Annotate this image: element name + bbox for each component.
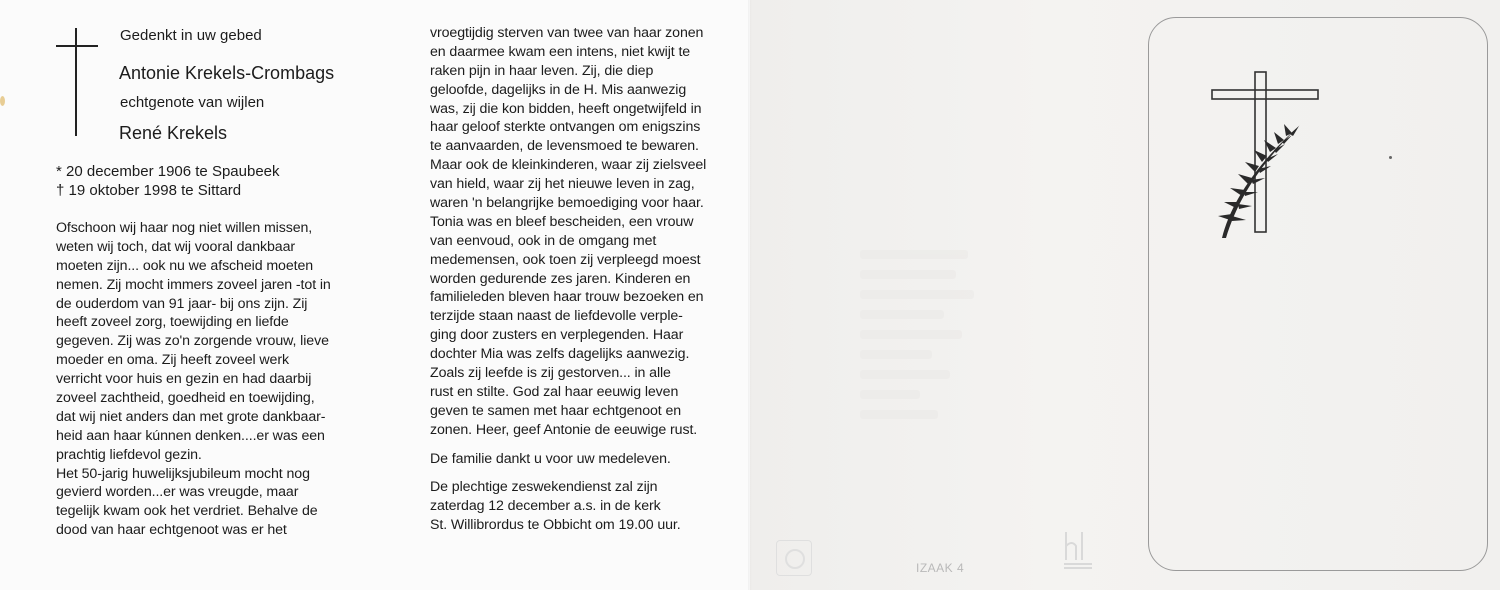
spouse-relation: echtgenote van wijlen	[120, 94, 265, 111]
eulogy-paragraph	[430, 24, 706, 440]
text-line: zonen. Heer, geef Antonie de eeuwige rust.	[430, 421, 698, 438]
text-line: gegeven. Zij was zo'n zorgende vrouw, lieve	[56, 333, 329, 350]
text-line: haar geloof sterkte ontvangen om enigszins	[430, 119, 701, 136]
eulogy-column-1	[56, 219, 331, 540]
brand-logo-icon	[1062, 528, 1094, 572]
text-line: moeder en oma. Zij heeft zoveel werk	[56, 352, 289, 369]
header-remember: Gedenkt in uw gebed	[120, 27, 262, 44]
text-line: Maar ook de kleinkinderen, waar zij zielsveel	[430, 157, 707, 174]
text-line: de ouderdom van 91 jaar- bij ons zijn. Zij	[56, 295, 308, 312]
text-line: Zoals zij leefde is zij gestorven... in alle	[430, 365, 671, 382]
death-date: † 19 oktober 1998 te Sittard	[56, 182, 242, 199]
text-line: heid aan haar kúnnen denken....er was een	[56, 427, 325, 444]
text-line: terzijde staan naast de liefdevolle verple-	[430, 308, 683, 325]
thanks-line: De familie dankt u voor uw medeleven.	[430, 450, 671, 467]
text-line: van eenvoud, ook in de omgang met	[430, 232, 657, 249]
text-line: nemen. Zij mocht immers zoveel jaren -tot in	[56, 276, 331, 293]
deceased-name: Antonie Krekels-Crombags	[119, 63, 335, 83]
text-line: van hield, waar zij het nieuwe leven in zag,	[430, 176, 695, 193]
text-line: vroegtijdig sterven van twee van haar zonen	[430, 25, 704, 41]
text-line: heeft zoveel zorg, toewijding en liefde	[56, 314, 289, 331]
text-line: verricht voor huis en gezin en had daarbij	[56, 371, 312, 388]
text-line: dochter Mia was zelfs dagelijks aanwezig.	[430, 346, 690, 363]
text-line: medemensen, ook toen zij verpleegd moest	[430, 251, 701, 268]
text-line: gevierd worden...er was vreugde, maar	[56, 484, 299, 501]
paper-speck	[1389, 156, 1392, 159]
text-line: weten wij toch, dat wij vooral dankbaar	[56, 238, 295, 255]
text-line: familieleden bleven haar trouw bezoeken en	[430, 289, 704, 306]
spouse-name: René Krekels	[119, 123, 228, 143]
embossed-text-impression	[860, 250, 980, 460]
text-line: geloofde, dagelijks in de H. Mis aanwezig	[430, 81, 687, 98]
text-line: ging door zusters en verplegenden. Haar	[430, 327, 684, 344]
text-line: Ofschoon wij haar nog niet willen missen,	[56, 220, 313, 236]
text-line: De plechtige zeswekendienst zal zijn	[430, 479, 658, 496]
text-line: en daarmee kwam een intens, niet kwijt te	[430, 43, 691, 60]
text-line: St. Willibrordus te Obbicht om 19.00 uur.	[430, 517, 681, 534]
eulogy-column-2	[430, 24, 706, 535]
text-line: geven te samen met haar echtgenoot en	[430, 402, 682, 419]
text-line: worden gedurende zes jaren. Kinderen en	[430, 270, 691, 287]
text-line: dat wij niet anders dan met grote dankbaar-	[56, 408, 326, 425]
paper-stain	[0, 96, 5, 106]
text-line: zoveel zachtheid, goedheid en toewijding,	[56, 390, 315, 407]
text-line: prachtig liefdevol gezin.	[56, 446, 202, 463]
text-line: dood van haar echtgenoot was er het	[56, 522, 287, 539]
cross-with-palm-icon	[1200, 70, 1330, 250]
publisher-logo-icon	[776, 540, 812, 576]
service-announcement	[430, 478, 706, 535]
text-line: tegelijk kwam ook het verdriet. Behalve de	[56, 503, 318, 520]
text-line: waren 'n belangrijke bemoediging voor haar.	[430, 195, 704, 212]
life-dates	[56, 162, 280, 200]
birth-date: * 20 december 1906 te Spaubeek	[56, 163, 280, 180]
text-line: was, zij die kon bidden, heeft ongetwijfeld in	[430, 100, 702, 117]
cross-icon	[56, 28, 98, 138]
text-line: raken pijn in haar leven. Zij, die diep	[430, 62, 654, 79]
card-code: IZAAK 4	[916, 561, 965, 575]
text-line: Tonia was en bleef bescheiden, een vrouw	[430, 213, 694, 230]
text-line: zaterdag 12 december a.s. in de kerk	[430, 498, 661, 515]
text-line: te aanvaarden, de levensmoed te bewaren.	[430, 138, 699, 155]
text-line: rust en stilte. God zal haar eeuwig leven	[430, 383, 679, 400]
text-line: Het 50-jarig huwelijksjubileum mocht nog	[56, 465, 310, 482]
text-line: moeten zijn... ook nu we afscheid moeten	[56, 257, 314, 274]
fold-line	[748, 0, 752, 590]
